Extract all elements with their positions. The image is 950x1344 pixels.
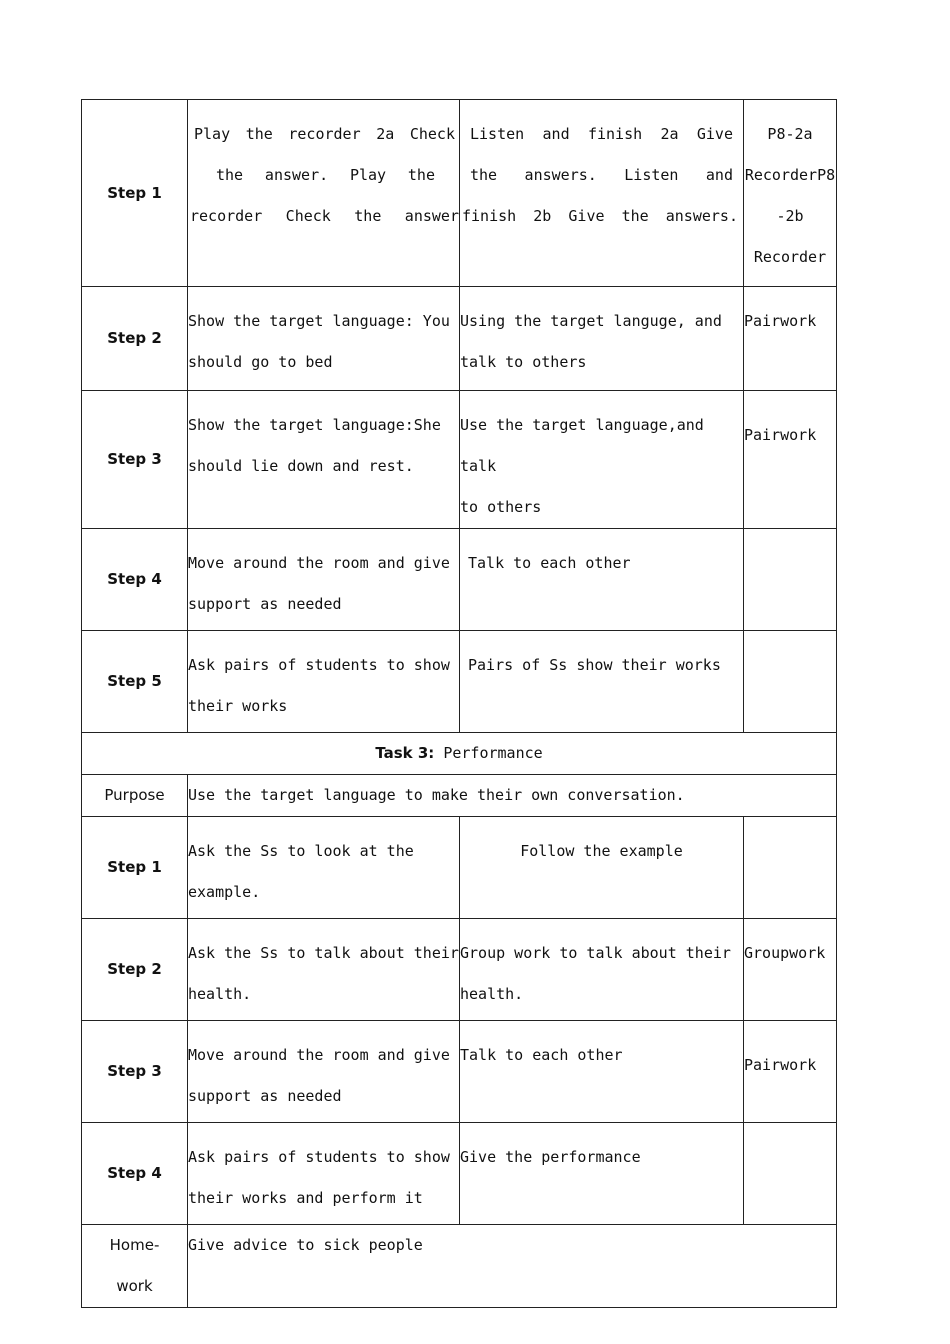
text-line: should lie down and rest. bbox=[188, 457, 414, 475]
homework-label bbox=[82, 1225, 188, 1308]
teacher-activity bbox=[188, 919, 460, 1021]
student-activity bbox=[460, 1123, 744, 1225]
text-line: Talk to each other bbox=[468, 554, 631, 572]
table-row bbox=[82, 1021, 837, 1123]
text-line: Pairs of Ss show their works bbox=[468, 656, 721, 674]
table-row bbox=[82, 1123, 837, 1225]
table-row bbox=[82, 775, 837, 817]
notes-cell bbox=[744, 817, 837, 919]
text-line: Ask pairs of students to show bbox=[188, 656, 450, 674]
student-activity bbox=[460, 529, 744, 631]
purpose-label: Purpose bbox=[82, 775, 188, 817]
text-line: talk to others bbox=[460, 353, 587, 371]
table-row bbox=[82, 1225, 837, 1308]
text-line: Play the recorder 2a Check bbox=[194, 125, 455, 143]
student-activity bbox=[460, 100, 744, 287]
step-label: Step 2 bbox=[82, 287, 188, 391]
notes-cell bbox=[744, 919, 837, 1021]
table-row bbox=[82, 817, 837, 919]
text-line: Ask the Ss to look at the bbox=[188, 842, 414, 860]
text-line: the answers. Listen and bbox=[470, 166, 733, 184]
text-line: P8-2a bbox=[767, 125, 813, 143]
text-line: RecorderP8 bbox=[744, 166, 836, 184]
teacher-activity bbox=[188, 817, 460, 919]
purpose-text: Use the target language to make their own conversation. bbox=[188, 775, 837, 817]
text-line: work bbox=[116, 1277, 153, 1295]
text-line: support as needed bbox=[188, 1087, 342, 1105]
text-line: Move around the room and give bbox=[188, 1046, 450, 1064]
text-line: Groupwork bbox=[744, 944, 826, 962]
teacher-activity bbox=[188, 287, 460, 391]
section-heading-label: Task 3: bbox=[375, 744, 435, 762]
text-line: Listen and finish 2a Give bbox=[470, 125, 733, 143]
text-line: Show the target language:She bbox=[188, 416, 441, 434]
step-label: Step 1 bbox=[82, 817, 188, 919]
text-line: Pairwork bbox=[744, 1056, 817, 1074]
student-activity bbox=[460, 287, 744, 391]
text-line: Follow the example bbox=[520, 842, 683, 860]
text-line: example. bbox=[188, 883, 261, 901]
student-activity bbox=[460, 817, 744, 919]
table-row bbox=[82, 100, 837, 287]
text-line: -2b bbox=[776, 207, 804, 225]
notes-cell bbox=[744, 100, 837, 287]
step-label: Step 1 bbox=[82, 100, 188, 287]
homework-text: Give advice to sick people bbox=[188, 1225, 837, 1308]
text-line: Talk to each other bbox=[460, 1046, 623, 1064]
table-row bbox=[82, 733, 837, 775]
text-line: Show the target language: You bbox=[188, 312, 450, 330]
table-row bbox=[82, 919, 837, 1021]
text-line: recorder Check the answer bbox=[190, 207, 459, 225]
text-line: health. bbox=[188, 985, 252, 1003]
teacher-activity bbox=[188, 529, 460, 631]
text-line: should go to bed bbox=[188, 353, 333, 371]
text-line: Give the performance bbox=[460, 1148, 641, 1166]
student-activity bbox=[460, 1021, 744, 1123]
table-row bbox=[82, 631, 837, 733]
table-row bbox=[82, 287, 837, 391]
section-heading-title: Performance bbox=[434, 744, 543, 762]
teacher-activity bbox=[188, 1123, 460, 1225]
table-row bbox=[82, 529, 837, 631]
text-line: their works bbox=[188, 697, 288, 715]
text-line: Use the target language,and talk bbox=[460, 416, 704, 475]
student-activity bbox=[460, 631, 744, 733]
student-activity bbox=[460, 919, 744, 1021]
text-line: health. bbox=[460, 985, 524, 1003]
text-line: Pairwork bbox=[744, 312, 817, 330]
teacher-activity bbox=[188, 391, 460, 529]
table-row bbox=[82, 391, 837, 529]
teacher-activity bbox=[188, 1021, 460, 1123]
text-line: support as needed bbox=[188, 595, 342, 613]
step-label: Step 3 bbox=[82, 1021, 188, 1123]
text-line: to others bbox=[460, 498, 542, 516]
text-line: Group work to talk about their bbox=[460, 944, 731, 962]
notes-cell bbox=[744, 1021, 837, 1123]
step-label: Step 4 bbox=[82, 529, 188, 631]
teacher-activity bbox=[188, 631, 460, 733]
text-line: Home- bbox=[109, 1236, 160, 1254]
text-line: Ask pairs of students to show bbox=[188, 1148, 450, 1166]
lesson-plan-table bbox=[81, 99, 837, 1308]
notes-cell bbox=[744, 631, 837, 733]
text-line: finish 2b Give the answers. bbox=[462, 207, 738, 225]
step-label: Step 4 bbox=[82, 1123, 188, 1225]
notes-cell bbox=[744, 529, 837, 631]
step-label: Step 2 bbox=[82, 919, 188, 1021]
text-line: Ask the Ss to talk about their bbox=[188, 944, 459, 962]
teacher-activity bbox=[188, 100, 460, 287]
step-label: Step 5 bbox=[82, 631, 188, 733]
step-label: Step 3 bbox=[82, 391, 188, 529]
text-line: the answer. Play the bbox=[216, 166, 435, 184]
student-activity bbox=[460, 391, 744, 529]
notes-cell bbox=[744, 1123, 837, 1225]
text-line: Move around the room and give bbox=[188, 554, 450, 572]
notes-cell bbox=[744, 391, 837, 529]
text-line: Pairwork bbox=[744, 426, 817, 444]
text-line: their works and perform it bbox=[188, 1189, 423, 1207]
text-line: Using the target languge, and bbox=[460, 312, 722, 330]
section-heading bbox=[82, 733, 837, 775]
notes-cell bbox=[744, 287, 837, 391]
text-line: Recorder bbox=[753, 248, 827, 266]
